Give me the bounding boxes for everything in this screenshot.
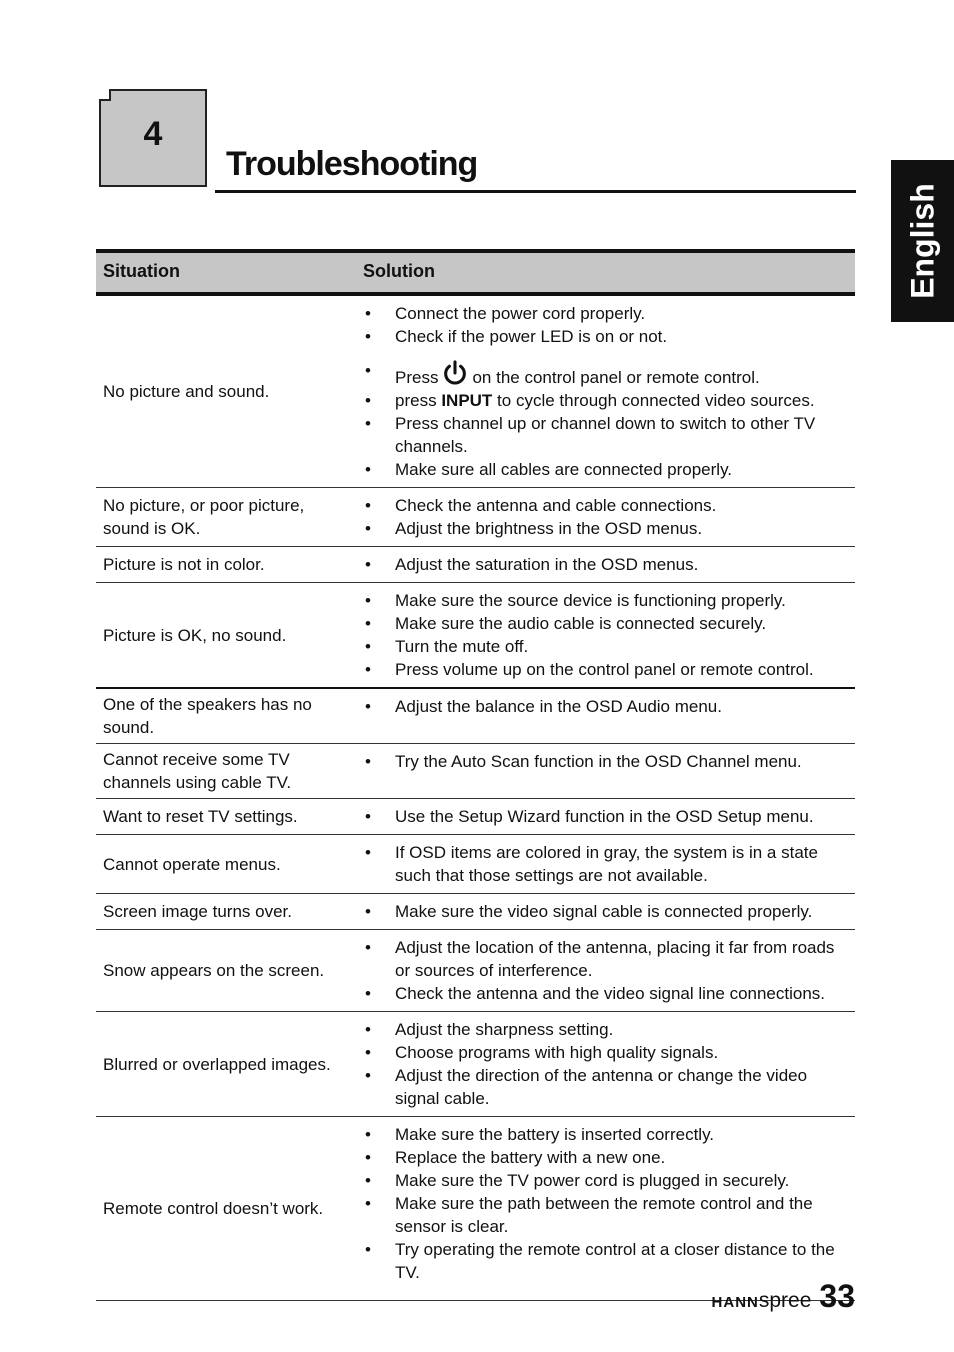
- solution-cell: [355, 1117, 855, 1301]
- solution-list: [363, 553, 851, 576]
- solution-cell: [355, 488, 855, 547]
- solution-list: [363, 936, 851, 1005]
- solution-item: • Check the antenna and the video signal line connections.: [363, 982, 851, 1005]
- solution-cell: [355, 930, 855, 1012]
- table-row: [96, 1117, 855, 1301]
- solution-item: [363, 359, 851, 389]
- table-row: [96, 583, 855, 689]
- solution-cell: [355, 547, 855, 583]
- solution-item: [363, 389, 851, 412]
- power-icon: [441, 359, 469, 387]
- solution-item: • Choose programs with high quality signals.: [363, 1041, 851, 1064]
- page-number: 33: [819, 1278, 855, 1314]
- title-underline: [215, 190, 856, 193]
- solution-item: • Adjust the brightness in the OSD menus.: [363, 517, 851, 540]
- situation-cell: No picture and sound.: [96, 294, 355, 488]
- solution-item: • Turn the mute off.: [363, 635, 851, 658]
- situation-cell: Want to reset TV settings.: [96, 799, 355, 835]
- situation-cell: Picture is not in color.: [96, 547, 355, 583]
- solution-item: • Use the Setup Wizard function in the OSD Setup menu.: [363, 805, 851, 828]
- table-row: [96, 1012, 855, 1117]
- situation-cell: No picture, or poor picture, sound is OK.: [96, 488, 355, 547]
- solution-cell: [355, 688, 855, 744]
- solution-item: • Press channel up or channel down to switch to other TV channels.: [363, 412, 851, 458]
- press-text: press: [395, 391, 437, 410]
- solution-list: [363, 1123, 851, 1284]
- situation-cell: Blurred or overlapped images.: [96, 1012, 355, 1117]
- language-tab-label: English: [904, 183, 940, 299]
- solution-list: [363, 1018, 851, 1110]
- table-header-row: [96, 251, 855, 294]
- solution-cell: [355, 1012, 855, 1117]
- solution-header: Solution: [355, 251, 855, 294]
- solution-item: • Check the antenna and cable connections.: [363, 494, 851, 517]
- solution-cell: [355, 835, 855, 894]
- solution-item: • Make sure the TV power cord is plugged in securely.: [363, 1169, 851, 1192]
- solution-item: • Try the Auto Scan function in the OSD Channel menu.: [363, 750, 851, 773]
- solution-list: [363, 750, 851, 773]
- solution-item: • Make sure the source device is functioning properly.: [363, 589, 851, 612]
- brand-logo-light: spree: [758, 1289, 812, 1312]
- situation-cell: Remote control doesn’t work.: [96, 1117, 355, 1301]
- solution-item: • Adjust the sharpness setting.: [363, 1018, 851, 1041]
- press-text: Press: [395, 368, 439, 387]
- troubleshooting-table: [96, 249, 855, 1301]
- situation-header: Situation: [96, 251, 355, 294]
- chapter-box-notch: [99, 89, 111, 101]
- power-instruction-text: on the control panel or remote control.: [472, 368, 760, 387]
- solution-list: [363, 900, 851, 923]
- brand-logo-strong: HANN: [711, 1294, 759, 1311]
- situation-cell: Screen image turns over.: [96, 894, 355, 930]
- table-row: [96, 894, 855, 930]
- table-row: [96, 930, 855, 1012]
- solution-item: • Press volume up on the control panel or remote control.: [363, 658, 851, 681]
- table-row: [96, 799, 855, 835]
- solution-list: [363, 695, 851, 718]
- solution-item: • Adjust the saturation in the OSD menus.: [363, 553, 851, 576]
- table-row: [96, 488, 855, 547]
- chapter-number-box: [99, 89, 207, 187]
- table-row: [96, 835, 855, 894]
- solution-item: • Make sure all cables are connected properly.: [363, 458, 851, 481]
- solution-item: • Adjust the balance in the OSD Audio menu.: [363, 695, 851, 718]
- solution-item: • Adjust the location of the antenna, placing it far from roads or sources of interference.: [363, 936, 851, 982]
- chapter-number: 4: [143, 115, 163, 153]
- solution-item: • Connect the power cord properly.: [363, 302, 851, 325]
- situation-cell: One of the speakers has no sound.: [96, 688, 355, 744]
- solution-list: [363, 805, 851, 828]
- solution-cell: [355, 894, 855, 930]
- table-row: [96, 547, 855, 583]
- input-instruction-text: to cycle through connected video sources.: [497, 391, 815, 410]
- solution-item: • If OSD items are colored in gray, the system is in a state such that those settings are not available.: [363, 841, 851, 887]
- solution-cell: [355, 744, 855, 799]
- page-footer: [712, 1278, 855, 1315]
- solution-cell: [355, 294, 855, 488]
- solution-list: [363, 494, 851, 540]
- situation-cell: Picture is OK, no sound.: [96, 583, 355, 689]
- solution-list: [363, 302, 851, 481]
- solution-cell: [355, 583, 855, 689]
- solution-item: • Adjust the direction of the antenna or change the video signal cable.: [363, 1064, 851, 1110]
- solution-item: • Replace the battery with a new one.: [363, 1146, 851, 1169]
- solution-item: • Make sure the path between the remote control and the sensor is clear.: [363, 1192, 851, 1238]
- solution-cell: [355, 799, 855, 835]
- input-key-label: INPUT: [441, 391, 493, 410]
- table-row: [96, 688, 855, 744]
- solution-item: • Try operating the remote control at a closer distance to the TV.: [363, 1238, 851, 1284]
- language-tab: [891, 160, 954, 322]
- situation-cell: Cannot operate menus.: [96, 835, 355, 894]
- table-row: [96, 294, 855, 488]
- solution-item: • Make sure the audio cable is connected securely.: [363, 612, 851, 635]
- solution-item: • Check if the power LED is on or not.: [363, 325, 851, 348]
- solution-list: [363, 589, 851, 681]
- situation-cell: Cannot receive some TV channels using cable TV.: [96, 744, 355, 799]
- solution-list: [363, 841, 851, 887]
- chapter-title: Troubleshooting: [226, 145, 478, 183]
- situation-cell: Snow appears on the screen.: [96, 930, 355, 1012]
- solution-item: • Make sure the video signal cable is connected properly.: [363, 900, 851, 923]
- table-row: [96, 744, 855, 799]
- solution-item: • Make sure the battery is inserted correctly.: [363, 1123, 851, 1146]
